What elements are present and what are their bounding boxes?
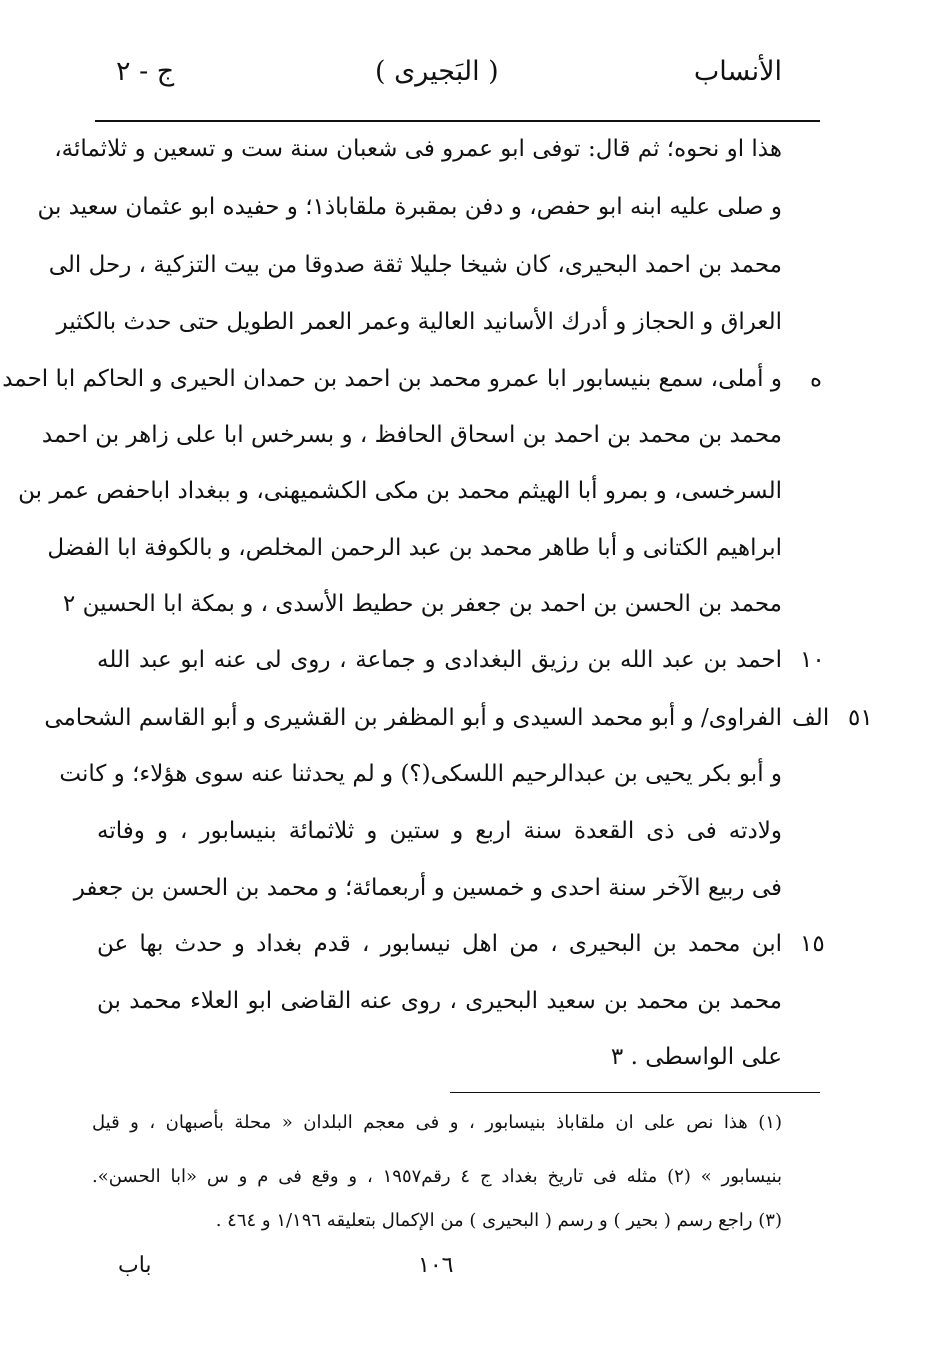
running-header-volume: ج - ٢ bbox=[116, 56, 175, 87]
body-line: على الواسطى . ٣ bbox=[610, 1044, 782, 1070]
line-number-15: ١٥ bbox=[800, 931, 825, 957]
body-line: فى ربيع الآخر سنة احدى و خمسين و أربعمائة؛ و محمد بن الحسن بن جعفر bbox=[73, 875, 782, 901]
body-line: هذا او نحوه؛ ثم قال: توفى ابو عمرو فى شعبان سنة ست و تسعين و ثلاثمائة، bbox=[54, 136, 782, 162]
body-line: محمد بن محمد بن سعيد البحيرى ، روى عنه القاضى ابو العلاء محمد بن bbox=[97, 988, 782, 1014]
body-line: احمد بن عبد الله بن رزيق البغدادى و جماعة ، روى لى عنه ابو عبد الله bbox=[97, 647, 782, 673]
line-number-10: ١٠ bbox=[800, 647, 825, 673]
body-line: محمد بن الحسن بن احمد بن جعفر بن حطيط الأسدى ، و بمكة ابا الحسين ٢ bbox=[62, 591, 782, 617]
running-header-entry: ( البَجيرى ) bbox=[375, 56, 499, 87]
body-line: العراق و الحجاز و أدرك الأسانيد العالية وعمر العمر الطويل حتى حدث بالكثير bbox=[56, 309, 782, 335]
body-line: و أبو بكر يحيى بن عبدالرحيم اللسكى(؟) و لم يحدثنا عنه سوى هؤلاء؛ و كانت bbox=[59, 761, 782, 787]
line-number-5: ه bbox=[810, 366, 823, 392]
body-line: محمد بن محمد بن احمد بن اسحاق الحافظ ، و بسرخس ابا على زاهر بن احمد bbox=[41, 422, 782, 448]
body-line: الفراوى/ و أبو محمد السيدى و أبو المظفر بن القشيرى و أبو القاسم الشحامى bbox=[44, 705, 782, 731]
folio-number: ٥١ bbox=[848, 705, 873, 731]
body-line: ابن محمد بن البحيرى ، من اهل نيسابور ، قدم بغداد و حدث بها عن bbox=[97, 931, 782, 957]
page-number: ١٠٦ bbox=[418, 1253, 454, 1278]
body-line: السرخسى، و بمرو أبا الهيثم محمد بن مكى الكشميهنى، و ببغداد اباحفص عمر بن bbox=[18, 478, 782, 504]
footnote-line: بنيسابور » (٢) مثله فى تاريخ بغداد ج ٤ رقم١٩٥٧ ، و وقع فى م و س «ابا الحسن». bbox=[92, 1166, 782, 1187]
body-line: و صلى عليه ابنه ابو حفص، و دفن بمقبرة ملقاباذ١؛ و حفيده ابو عثمان سعيد بن bbox=[37, 194, 782, 220]
footnote-line: (٣) راجع رسم ( بحير ) و رسم ( البحيرى ) من الإكمال بتعليقه ١/١٩٦ و ٤٦٤ . bbox=[215, 1210, 782, 1231]
running-header-title: الأنساب bbox=[693, 56, 782, 87]
body-line: و أملى، سمع بنيسابور ابا عمرو محمد بن احمد بن حمدان الحيرى و الحاكم ابا احمد bbox=[2, 366, 782, 392]
catchword: باب bbox=[118, 1253, 152, 1278]
body-line: محمد بن احمد البحيرى، كان شيخا جليلا ثقة صدوقا من بيت التزكية ، رحل الى bbox=[48, 252, 782, 278]
footnote-rule bbox=[450, 1092, 820, 1093]
folio-side: الف bbox=[792, 705, 830, 731]
body-line: ابراهيم الكتانى و أبا طاهر محمد بن عبد الرحمن المخلص، و بالكوفة ابا الفضل bbox=[47, 535, 782, 561]
footnote-line: (١) هذا نص على ان ملقاباذ بنيسابور ، و فى معجم البلدان « محلة بأصبهان ، و قيل bbox=[92, 1112, 782, 1133]
body-line: ولادته فى ذى القعدة سنة اربع و ستين و ثلاثمائة بنيسابور ، و وفاته bbox=[97, 818, 782, 844]
header-rule bbox=[95, 120, 820, 122]
